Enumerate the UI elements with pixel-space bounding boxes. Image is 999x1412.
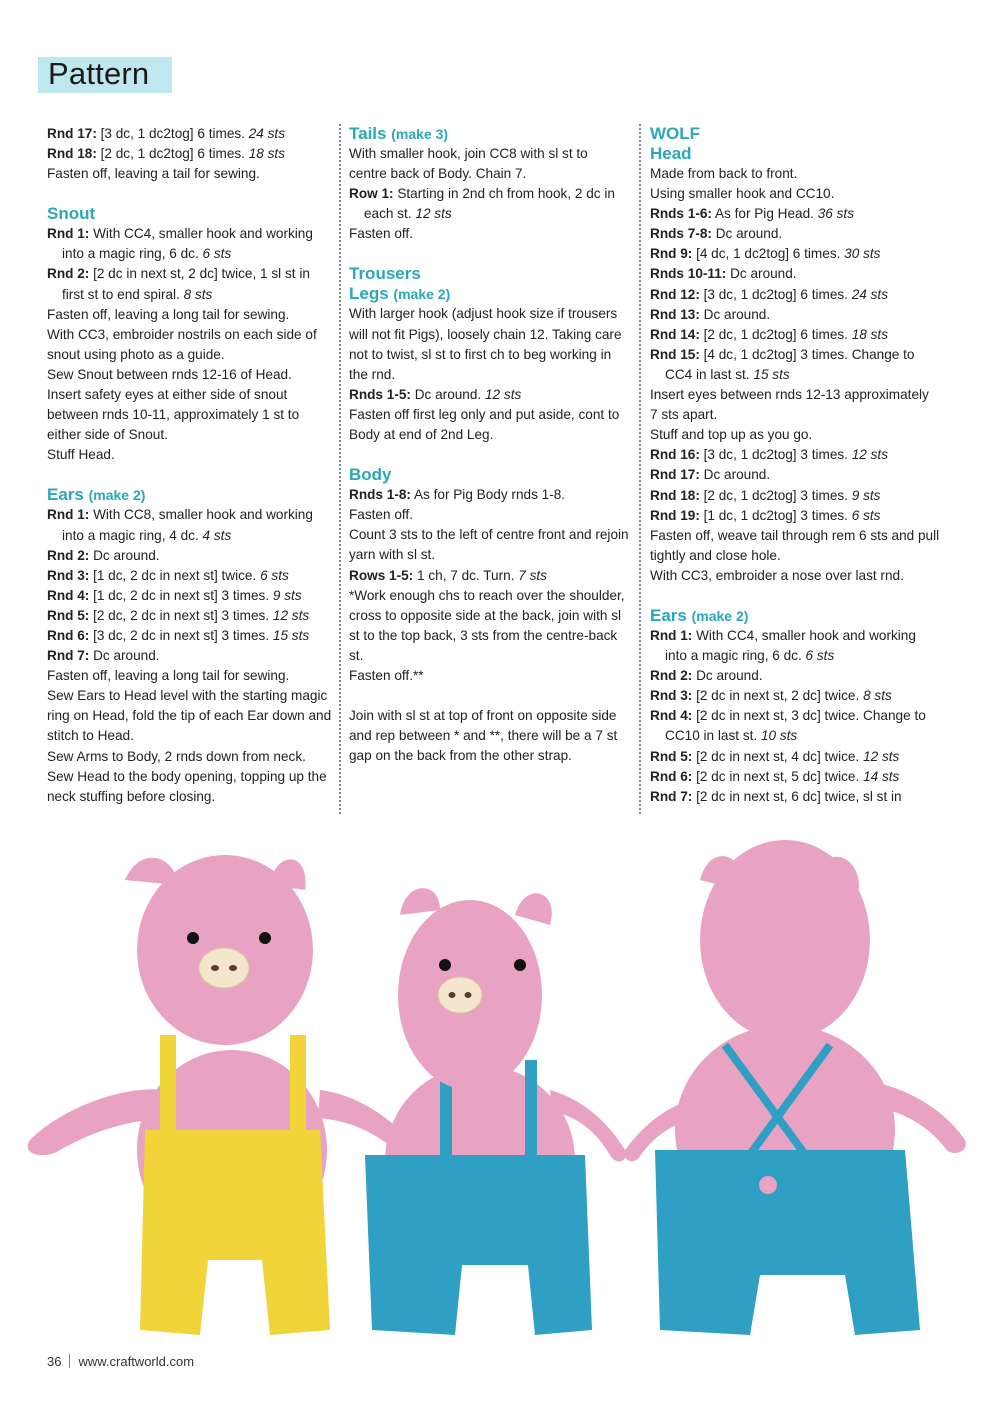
instruction-line: Rnd 6: [2 dc in next st, 5 dc] twice. 14 sts	[650, 768, 900, 784]
instruction-line: Rnd 1: With CC4, smaller hook and working into a magic ring, 6 dc. 6 sts	[650, 627, 916, 664]
instruction-note: Using smaller hook and CC10.	[650, 186, 835, 202]
instruction-note: Insert safety eyes at either side of snout between rnds 10-11, approximately 1 st to either side of Snout.	[47, 387, 300, 443]
instruction-line: Rnd 1: With CC4, smaller hook and working into a magic ring, 6 dc. 6 sts	[47, 226, 313, 262]
instruction-line: Rnd 2: Dc around.	[650, 668, 763, 684]
instruction-note: Sew Arms to Body, 2 rnds down from neck.	[47, 748, 306, 764]
instruction-note: With CC3, embroider a nose over last rnd.	[650, 567, 904, 583]
section-heading-tails: Tails (make 3)	[349, 124, 449, 143]
crochet-pigs-photo	[0, 830, 999, 1350]
instruction-note: Fasten off first leg only and put aside, cont to Body at end of 2nd Leg.	[349, 406, 620, 443]
instruction-line: Rnd 4: [1 dc, 2 dc in next st] 3 times. 9 sts	[47, 587, 302, 603]
section-heading-ears: Ears (make 2)	[47, 485, 146, 505]
instruction-line: Rnd 19: [1 dc, 1 dc2tog] 3 times. 6 sts	[650, 507, 881, 523]
instruction-line: Rnds 10-11: Dc around.	[650, 266, 797, 282]
instruction-line: Rnd 18: [2 dc, 1 dc2tog] 6 times. 18 sts	[47, 146, 286, 162]
instruction-line: Rnd 7: Dc around.	[47, 648, 160, 664]
title-banner	[38, 57, 172, 93]
instruction-note: Sew Snout between rnds 12-16 of Head.	[47, 366, 292, 382]
column-divider	[339, 124, 341, 814]
instruction-note: Fasten off, leaving a long tail for sewing.	[47, 668, 290, 684]
instruction-note: Count 3 sts to the left of centre front and rejoin yarn with sl st.	[349, 527, 629, 563]
instruction-line: Rnds 1-5: Dc around. 12 sts	[349, 386, 522, 402]
instruction-line: Rnd 12: [3 dc, 1 dc2tog] 6 times. 24 sts	[650, 286, 889, 302]
instruction-line: Rnd 14: [2 dc, 1 dc2tog] 6 times. 18 sts	[650, 326, 889, 342]
instruction-note: Sew Ears to Head level with the starting magic ring on Head, fold the tip of each Ear down and stitch to Head.	[47, 688, 332, 744]
instruction-line: Rnd 2: [2 dc in next st, 2 dc] twice, 1 sl st in first st to end spiral. 8 sts	[47, 266, 310, 302]
instruction-line: Row 1: Starting in 2nd ch from hook, 2 dc in each st. 12 sts	[349, 186, 615, 222]
section-heading-snout: Snout	[47, 204, 96, 224]
instruction-line: Rnd 18: [2 dc, 1 dc2tog] 3 times. 9 sts	[650, 487, 881, 503]
instruction-line: Rnd 17: [3 dc, 1 dc2tog] 6 times. 24 sts	[47, 126, 286, 141]
pig-yellow-overalls	[28, 855, 407, 1335]
instruction-line: Rnd 15: [4 dc, 1 dc2tog] 3 times. Change to CC4 in last st. 15 sts	[650, 346, 915, 382]
instruction-note: Insert eyes between rnds 12-13 approximately 7 sts apart.	[650, 387, 929, 423]
instruction-note: Fasten off, weave tail through rem 6 sts and pull tightly and close hole.	[650, 527, 940, 563]
section-heading-trousers: Trousers	[349, 264, 421, 284]
instruction-note: Sew Head to the body opening, topping up the neck stuffing before closing.	[47, 768, 327, 804]
section-heading-wolf: WOLF	[650, 124, 701, 143]
footer-url[interactable]: www.craftworld.com	[78, 1354, 195, 1369]
instruction-line: Rnd 13: Dc around.	[650, 306, 771, 322]
instruction-line: Rnd 1: With CC8, smaller hook and working into a magic ring, 4 dc. 4 sts	[47, 507, 313, 543]
column-2	[349, 124, 629, 766]
instruction-line: Rnd 3: [1 dc, 2 dc in next st] twice. 6 sts	[47, 567, 289, 583]
column-divider	[639, 124, 641, 814]
instruction-note: Made from back to front.	[650, 166, 798, 181]
page-number: 36	[47, 1354, 62, 1369]
page-title: Pattern	[48, 56, 150, 91]
instruction-line: Rnds 1-8: As for Pig Body rnds 1-8.	[349, 487, 566, 503]
instruction-line: Rnds 7-8: Dc around.	[650, 226, 783, 242]
page-footer	[47, 1354, 194, 1369]
column-1	[47, 124, 332, 807]
instruction-note: With larger hook (adjust hook size if trousers will not fit Pigs), loosely chain 12. Taking care not to twist, sl st to first ch to beg working in the rnd.	[349, 306, 622, 382]
instruction-line: Rnd 4: [2 dc in next st, 3 dc] twice. Change to CC10 in last st. 10 sts	[650, 708, 926, 744]
section-heading-body: Body	[349, 465, 392, 485]
footer-separator	[69, 1354, 70, 1368]
instruction-note: Fasten off.	[349, 507, 413, 523]
instruction-note: With smaller hook, join CC8 with sl st to centre back of Body. Chain 7.	[349, 146, 588, 182]
instruction-note: *Work enough chs to reach over the shoulder, cross to opposite side at the back, join with sl st to the top back, 3 sts from the centre-back st.	[349, 587, 625, 663]
instruction-note: With CC3, embroider nostrils on each side of snout using photo as a guide.	[47, 326, 317, 362]
instruction-line: Rnd 3: [2 dc in next st, 2 dc] twice. 8 sts	[650, 688, 892, 704]
instruction-line: Rnd 7: [2 dc in next st, 6 dc] twice, sl st in	[650, 788, 902, 804]
pig-blue-overalls-back	[624, 840, 966, 1335]
instruction-line: Rnd 2: Dc around.	[47, 547, 160, 563]
instruction-line: Rnd 5: [2 dc in next st, 4 dc] twice. 12 sts	[650, 748, 900, 764]
instruction-note: Fasten off, leaving a tail for sewing.	[47, 166, 260, 182]
instruction-line: Rnd 9: [4 dc, 1 dc2tog] 6 times. 30 sts	[650, 246, 881, 262]
instruction-note: Join with sl st at top of front on opposite side and rep between * and **, there will be a 7 st gap on the back from the other strap.	[349, 708, 618, 764]
instruction-line: Rnd 5: [2 dc, 2 dc in next st] 3 times. 12 sts	[47, 607, 310, 623]
instruction-note: Stuff and top up as you go.	[650, 427, 813, 443]
instruction-line: Rows 1-5: 1 ch, 7 dc. Turn. 7 sts	[349, 567, 547, 583]
instruction-line: Rnds 1-6: As for Pig Head. 36 sts	[650, 206, 855, 222]
instruction-note: Fasten off, leaving a long tail for sewing.	[47, 306, 290, 322]
instruction-line: Rnd 17: Dc around.	[650, 467, 771, 483]
pig-blue-overalls-front	[365, 888, 626, 1335]
section-heading-wolf-ears: Ears (make 2)	[650, 605, 749, 625]
instruction-note: Fasten off.	[349, 226, 413, 242]
section-heading-legs: Legs (make 2)	[349, 284, 451, 304]
section-heading-head: Head	[650, 144, 692, 163]
instruction-line: Rnd 6: [3 dc, 2 dc in next st] 3 times. 15 sts	[47, 627, 310, 643]
column-3	[650, 124, 940, 807]
instruction-note: Stuff Head.	[47, 447, 115, 463]
instruction-note: Fasten off.**	[349, 667, 424, 683]
instruction-line: Rnd 16: [3 dc, 1 dc2tog] 3 times. 12 sts	[650, 447, 889, 463]
